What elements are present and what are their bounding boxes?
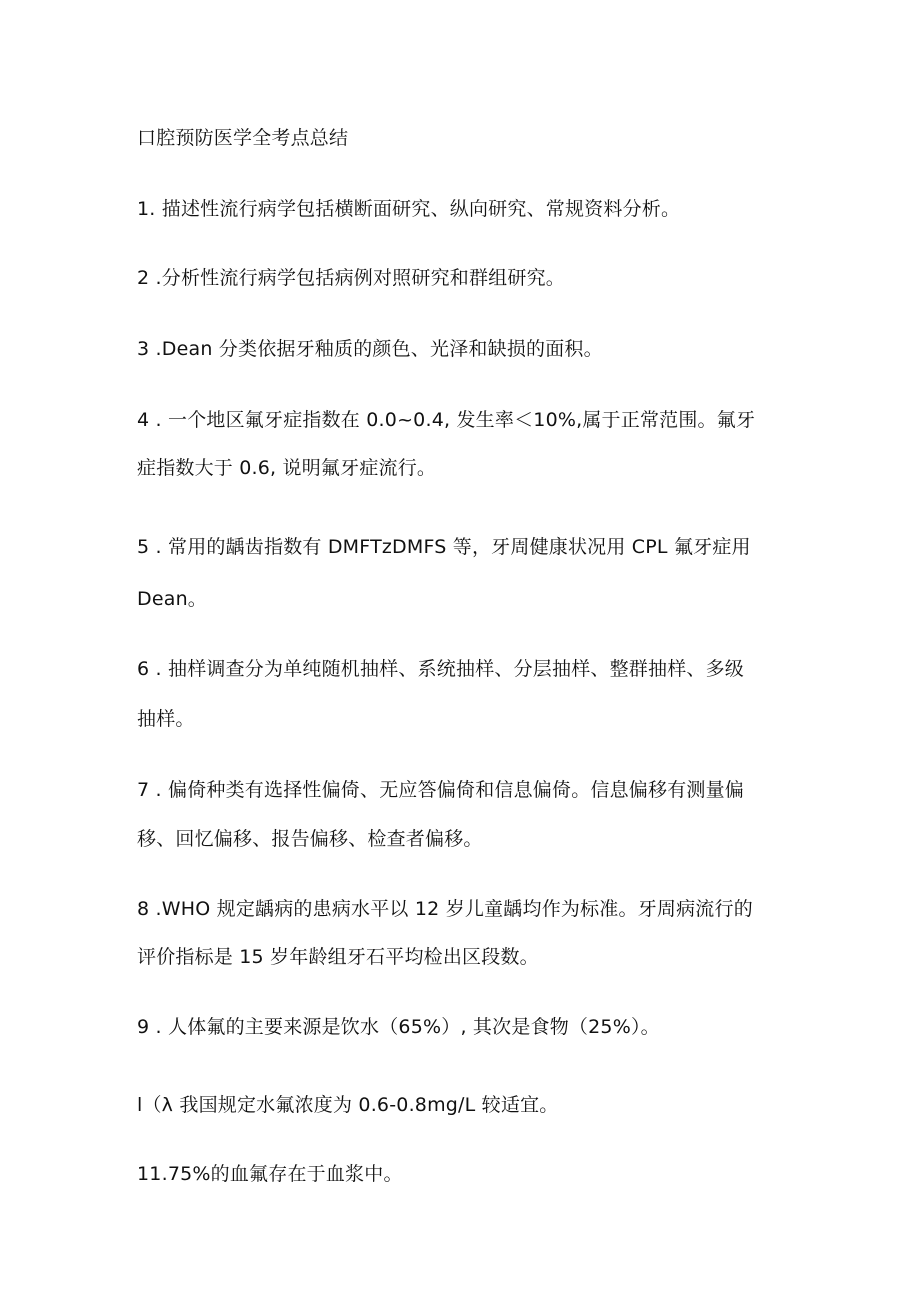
point-8-line-2: 评价指标是 15 岁年龄组牙石平均检出区段数。 [137,946,539,968]
point-10: l（λ 我国规定水氟浓度为 0.6-0.8mg∕L 较适宜。 [137,1094,559,1116]
point-1: 1. 描述性流行病学包括横断面研究、纵向研究、常规资料分析。 [137,198,681,220]
point-7-line-1: 7 . 偏倚种类有选择性偏倚、无应答偏倚和信息偏倚。信息偏移有测量偏 [137,779,745,801]
point-6-line-1: 6 . 抽样调查分为单纯随机抽样、系统抽样、分层抽样、整群抽样、多级 [137,658,745,680]
point-4-line-1: 4 . 一个地区氟牙症指数在 0.0~0.4, 发生率＜10%,属于正常范围。氟牙 [137,409,756,431]
point-8-line-1: 8 .WHO 规定龋病的患病水平以 12 岁儿童龋均作为标准。牙周病流行的 [137,898,753,920]
point-11: 11.75%的血氟存在于血浆中。 [137,1163,403,1185]
point-5-line-1: 5 . 常用的龋齿指数有 DMFTzDMFS 等，牙周健康状况用 CPL 氟牙症用 [137,536,751,558]
point-6-line-2: 抽样。 [137,708,195,730]
point-5-line-2: Dean。 [137,588,208,610]
point-7-line-2: 移、回忆偏移、报告偏移、检查者偏移。 [137,828,483,850]
point-3: 3 .Dean 分类依据牙釉质的颜色、光泽和缺损的面积。 [137,338,603,360]
point-2: 2 .分析性流行病学包括病例对照研究和群组研究。 [137,267,565,289]
point-9: 9 . 人体氟的主要来源是饮水（65%）, 其次是食物（25%）。 [137,1016,660,1038]
point-4-line-2: 症指数大于 0.6, 说明氟牙症流行。 [137,457,437,479]
document-title: 口腔预防医学全考点总结 [137,127,349,149]
